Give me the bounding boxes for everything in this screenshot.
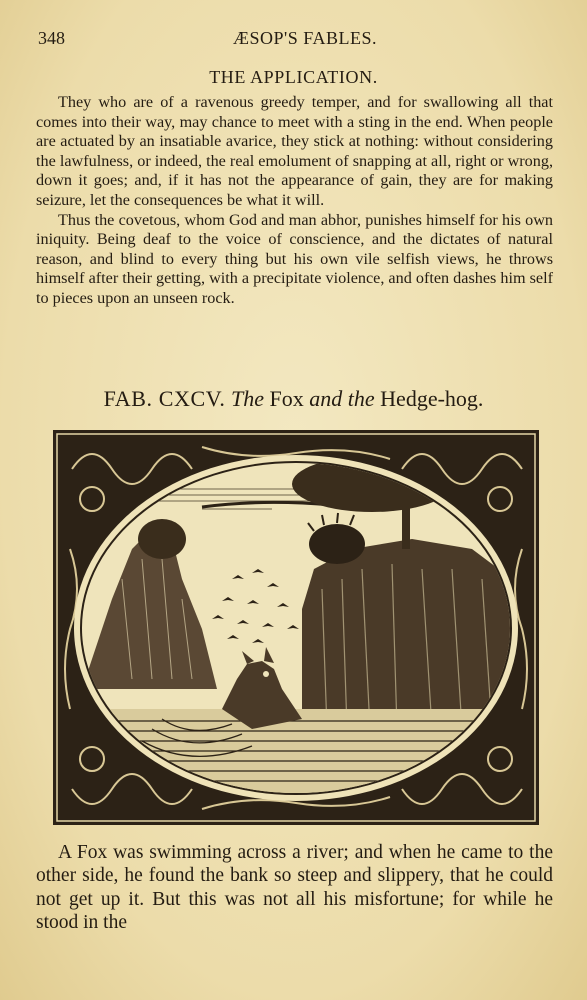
application-text: [36, 93, 553, 309]
running-head: [38, 28, 557, 50]
fable-paragraph: A Fox was swimming across a river; and when he came to the other side, he found the bank so steep and slippery, that he could not get up it. But this was not all his misfortune; for while he stood in the: [36, 842, 553, 933]
fable-title-hedgehog: Hedge-hog.: [380, 386, 484, 411]
page-number: 348: [38, 28, 65, 48]
application-heading: THE APPLICATION.: [209, 67, 378, 87]
book-title: ÆSOP'S FABLES.: [233, 28, 377, 48]
application-paragraph-2: Thus the covetous, whom God and man abhor, punishes himself for his own iniquity. Being deaf to the voice of conscience, and the dictates of natural reason, and blind to every thing but his own vile selfish views, he throws himself after their getting, with a precipitate violence, and often dashes him self to pieces upon an unseen rock.: [36, 210, 553, 307]
hedgehog: [309, 524, 365, 564]
fable-title-and-the: and the: [309, 386, 375, 411]
woodcut-illustration: [52, 429, 540, 826]
fable-text: [36, 841, 553, 934]
application-paragraph-1: They who are of a ravenous greedy temper, and for swallowing all that comes into their way, may chance to meet with a sting in the end. When people are actuated by an insatiable avarice, they stick at nothing: without considering the lawfulness, or indeed, the real emolument of snapping at all, right or wrong, down it goes; and, if it has not the appearance of gain, they are for making seizure, let the consequences be what it will.: [36, 93, 553, 209]
fable-title-fox: Fox: [269, 386, 304, 411]
fable-title-the: The: [231, 386, 265, 411]
fable-number: FAB. CXCV.: [103, 386, 226, 411]
fable-heading: [0, 386, 587, 412]
